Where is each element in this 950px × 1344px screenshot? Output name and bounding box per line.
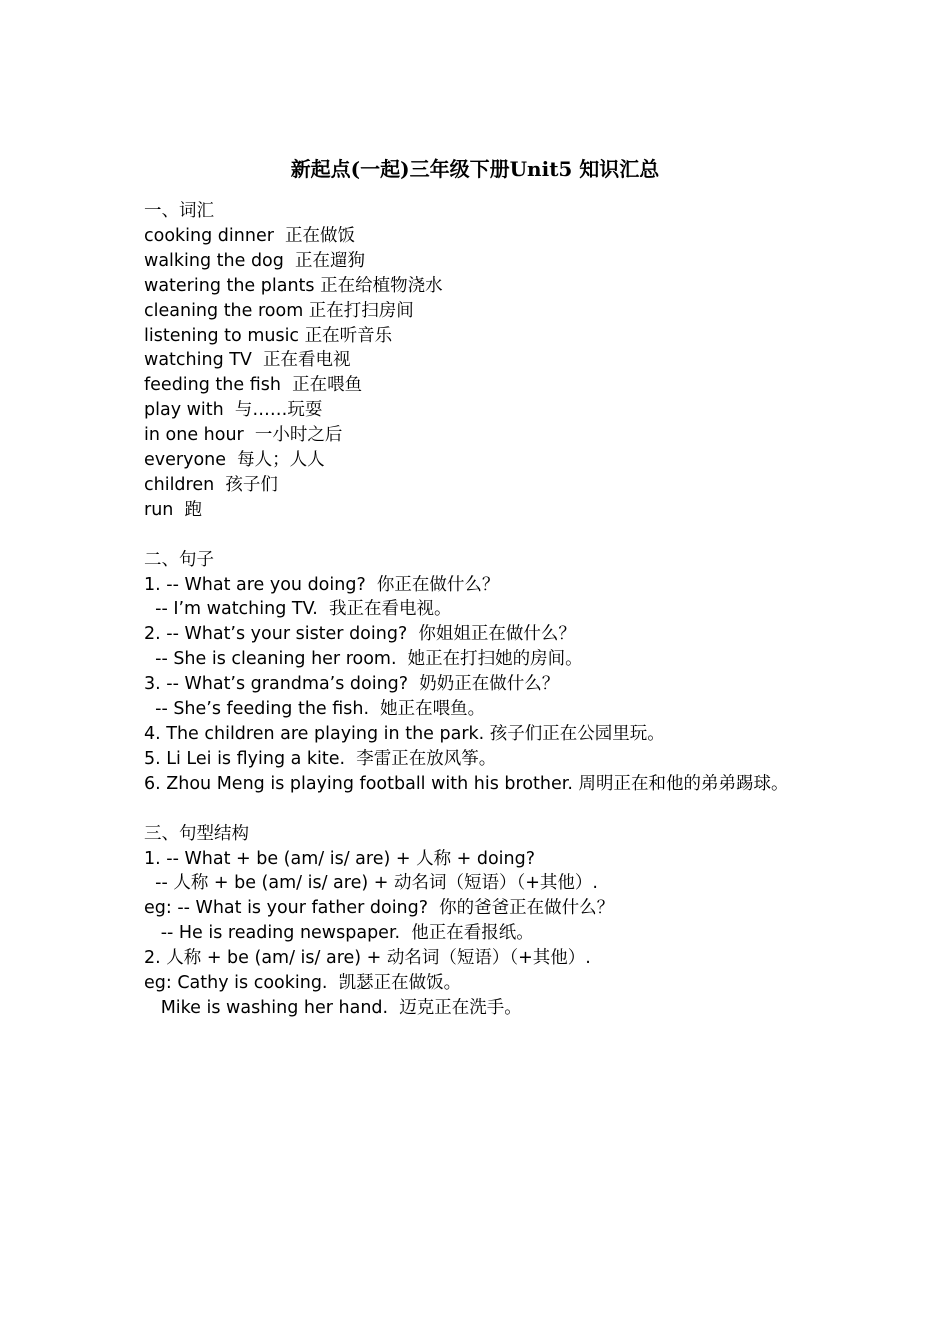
structure-line: -- 人称 + be (am/ is/ are) + 动名词（短语）（+其他）. — [144, 873, 598, 894]
blank-line — [144, 523, 814, 548]
structure-line: -- He is reading newspaper. 他正在看报纸。 — [144, 923, 534, 944]
document-body — [144, 199, 814, 1021]
section-heading-structures: 三、句型结构 — [144, 823, 249, 844]
structure-line: 2. 人称 + be (am/ is/ are) + 动名词（短语）（+其他）. — [144, 948, 591, 969]
structure-line: eg: Cathy is cooking. 凯瑟正在做饭。 — [144, 973, 462, 994]
vocab-item: walking the dog 正在遛狗 — [144, 250, 365, 271]
vocab-item: everyone 每人；人人 — [144, 450, 325, 471]
sentence-line: 1. -- What are you doing? 你正在做什么？ — [144, 574, 500, 595]
sentence-line: 5. Li Lei is flying a kite. 李雷正在放风筝。 — [144, 748, 497, 769]
page-title: 新起点(一起)三年级下册Unit5 知识汇总 — [290, 157, 660, 181]
vocab-item: listening to music 正在听音乐 — [144, 325, 393, 346]
vocab-item: children 孩子们 — [144, 474, 278, 495]
structure-line: Mike is washing her hand. 迈克正在洗手。 — [144, 997, 522, 1018]
sentence-line: 6. Zhou Meng is playing football with his brother. 周明正在和他的弟弟踢球。 — [144, 773, 789, 794]
vocab-item: in one hour 一小时之后 — [144, 425, 343, 446]
vocab-item: run 跑 — [144, 499, 203, 520]
vocab-item: feeding the fish 正在喂鱼 — [144, 375, 363, 396]
section-heading-vocabulary: 一、词汇 — [144, 201, 214, 221]
sentence-line: -- She’s feeding the fish. 她正在喂鱼。 — [144, 699, 486, 720]
vocab-item: watering the plants 正在给植物浇水 — [144, 275, 443, 296]
vocab-item: cleaning the room 正在打扫房间 — [144, 300, 414, 321]
vocab-item: cooking dinner 正在做饭 — [144, 225, 356, 246]
sentence-line: 3. -- What’s grandma’s doing? 奶奶正在做什么？ — [144, 674, 560, 695]
sentence-line: 4. The children are playing in the park. 孩子们正在公园里玩。 — [144, 724, 665, 745]
structure-line: eg: -- What is your father doing? 你的爸爸正在做什么？ — [144, 898, 615, 919]
vocab-item: play with 与……玩耍 — [144, 400, 323, 421]
vocab-item: watching TV 正在看电视 — [144, 350, 351, 371]
section-heading-sentences: 二、句子 — [144, 549, 214, 570]
sentence-line: -- She is cleaning her room. 她正在打扫她的房间。 — [144, 649, 583, 670]
structure-line: 1. -- What + be (am/ is/ are) + 人称 + doing? — [144, 848, 536, 869]
sentence-line: 2. -- What’s your sister doing? 你姐姐正在做什么？ — [144, 624, 576, 645]
sentence-line: -- I’m watching TV. 我正在看电视。 — [144, 599, 452, 620]
blank-line — [144, 797, 814, 822]
